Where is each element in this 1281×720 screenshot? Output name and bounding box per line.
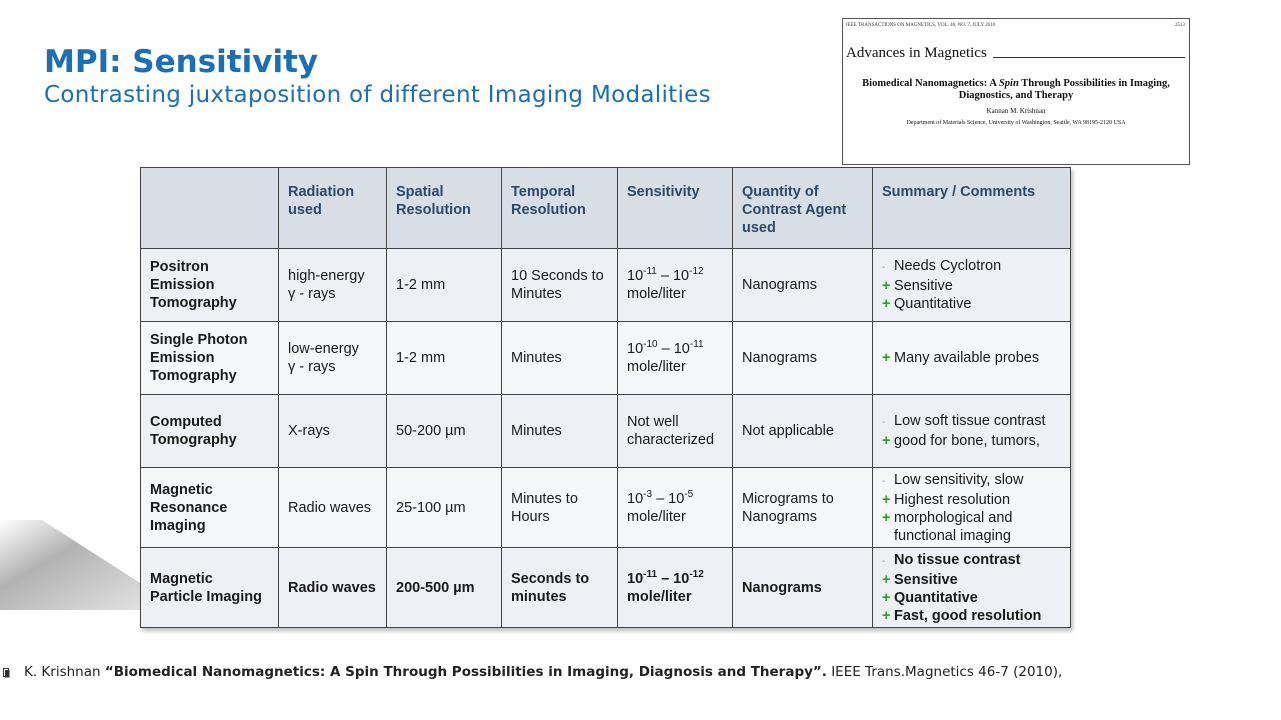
comment-text: No tissue contrast: [894, 551, 1021, 568]
sensitivity-unit: mole/liter: [627, 588, 692, 605]
comment-text: functional imaging: [894, 527, 1011, 544]
plus-icon: +: [882, 509, 891, 526]
slide-subtitle: Contrasting juxtaposition of different Imaging Modalities: [44, 82, 711, 108]
cell-sensitivity: Not well characterized: [618, 395, 733, 468]
cell-temporal: 10 Seconds to Minutes: [502, 249, 618, 322]
plus-icon: +: [882, 589, 891, 606]
cell-sensitivity: [618, 468, 733, 548]
plus-icon: +: [882, 433, 891, 449]
comment-text: Low soft tissue contrast: [894, 413, 1046, 429]
cell-spatial: 1-2 mm: [387, 249, 502, 322]
sensitivity-sep: –: [657, 341, 674, 357]
comment-line: [882, 589, 1061, 607]
sensitivity-a: 10: [627, 268, 644, 284]
sensitivity-a-exp: -11: [643, 266, 657, 278]
minus-icon: -: [882, 262, 886, 273]
radiation-line: Radio waves: [288, 499, 372, 516]
comment-line: [882, 491, 1061, 509]
sensitivity-a: 10: [627, 570, 644, 587]
cell-spatial: 50-200 µm: [387, 395, 502, 468]
sensitivity-b-exp: -5: [684, 488, 694, 500]
sensitivity-b-exp: -11: [689, 339, 704, 351]
plus-icon: +: [882, 571, 891, 588]
cell-temporal: Minutes: [502, 322, 618, 395]
plus-icon: +: [882, 350, 891, 366]
paper-thumbnail: [842, 18, 1190, 165]
comment-line: [882, 257, 1061, 277]
radiation-line: γ - rays: [288, 359, 336, 375]
slide-title: MPI: Sensitivity: [44, 44, 319, 80]
comment-text: Low sensitivity, slow: [894, 471, 1024, 488]
document-icon: [3, 668, 10, 678]
table-header-row: [141, 168, 1071, 249]
footnote-author: K. Krishnan: [24, 664, 105, 680]
paper-rule: [993, 57, 1185, 58]
comment-text: Highest resolution: [894, 491, 1011, 508]
cell-sensitivity: [618, 322, 733, 395]
sensitivity-b: 10: [673, 570, 690, 587]
comment-line: [882, 349, 1061, 367]
comment-line: [882, 471, 1061, 491]
sensitivity-range: [627, 490, 723, 508]
sensitivity-a-exp: -3: [643, 488, 653, 500]
plus-icon: +: [882, 607, 891, 624]
cell-radiation: [279, 249, 387, 322]
minus-icon: -: [882, 475, 886, 487]
sensitivity-b-exp: -12: [689, 568, 704, 580]
comment-text: Needs Cyclotron: [894, 258, 1002, 274]
table-row: [141, 249, 1071, 322]
radiation-line: X-rays: [288, 423, 330, 439]
comment-line: [882, 277, 1061, 295]
modality-table: [140, 167, 1071, 628]
comment-text: Quantitative: [894, 589, 978, 606]
cell-radiation: [279, 548, 387, 628]
cell-radiation: [279, 468, 387, 548]
cell-radiation: [279, 395, 387, 468]
sensitivity-a: 10: [627, 341, 644, 357]
header-spatial: Spatial Resolution: [387, 168, 502, 249]
cell-quantity: Nanograms: [733, 249, 873, 322]
table-row: [141, 322, 1071, 395]
comment-line: [882, 295, 1061, 313]
header-temporal: Temporal Resolution: [502, 168, 618, 249]
radiation-line: Radio waves: [288, 579, 376, 596]
comment-line: [882, 412, 1061, 432]
comment-text: morphological and: [894, 509, 1013, 526]
paper-author: Kannan M. Krishnan: [986, 107, 1046, 115]
cell-modality: Computed Tomography: [141, 395, 279, 468]
cell-comments: [873, 395, 1071, 468]
cell-modality: Magnetic Resonance Imaging: [141, 468, 279, 548]
paper-header-left: IEEE TRANSACTIONS ON MAGNETICS, VOL. 46, NO. 7, JULY 2010: [846, 23, 996, 28]
comment-text: Quantitative: [894, 296, 972, 312]
sensitivity-sep: –: [657, 570, 674, 587]
comment-line: [882, 607, 1061, 625]
sensitivity-range: [627, 570, 723, 588]
table-row: [141, 548, 1071, 628]
paper-header-right: 2513: [1175, 23, 1185, 28]
header-radiation: Radiation used: [279, 168, 387, 249]
paper-section: Advances in Magnetics: [846, 45, 987, 61]
footnote-title: “Biomedical Nanomagnetics: A Spin Through Possibilities in Imaging, Diagnosis and Therapy”.: [104, 664, 827, 680]
header-comments: Summary / Comments: [873, 168, 1071, 249]
minus-icon: -: [882, 417, 886, 428]
cell-comments: [873, 548, 1071, 628]
header-cell-empty: [141, 168, 279, 249]
sensitivity-unit: mole/liter: [627, 508, 686, 525]
cell-spatial: 1-2 mm: [387, 322, 502, 395]
radiation-line: high-energy: [288, 268, 365, 284]
comment-text: Sensitive: [894, 571, 958, 588]
comment-line: [882, 527, 1061, 545]
radiation-line: low-energy: [288, 341, 359, 357]
cell-spatial: 25-100 µm: [387, 468, 502, 548]
sensitivity-b: 10: [672, 268, 690, 284]
cell-temporal: Minutes: [502, 395, 618, 468]
sensitivity-unit: mole/liter: [627, 359, 686, 375]
cell-sensitivity: [618, 249, 733, 322]
footnote-citation: [24, 664, 1062, 680]
cell-sensitivity: [618, 548, 733, 628]
sensitivity-a-exp: -11: [643, 568, 658, 580]
cell-comments: [873, 249, 1071, 322]
radiation-line: γ - rays: [288, 286, 336, 302]
cell-quantity: Not applicable: [733, 395, 873, 468]
comment-text: Fast, good resolution: [894, 607, 1042, 624]
cell-modality: Positron Emission Tomography: [141, 249, 279, 322]
header-sensitivity: Sensitivity: [618, 168, 733, 249]
comment-line: [882, 509, 1061, 527]
header-quantity: Quantity of Contrast Agent used: [733, 168, 873, 249]
cell-spatial: 200-500 µm: [387, 548, 502, 628]
plus-icon: +: [882, 296, 891, 312]
sensitivity-sep: –: [656, 268, 673, 284]
cell-comments: [873, 468, 1071, 548]
cell-quantity: Micrograms to Nanograms: [733, 468, 873, 548]
comment-line: [882, 571, 1061, 589]
comment-line: [882, 432, 1061, 450]
sensitivity-a: 10: [627, 490, 644, 507]
table-row: [141, 395, 1071, 468]
table-row: [141, 468, 1071, 548]
comment-text: Sensitive: [894, 278, 953, 294]
footnote-source: IEEE Trans.Magnetics 46-7 (2010),: [826, 664, 1063, 680]
sensitivity-b: 10: [668, 490, 685, 507]
cell-temporal: Minutes to Hours: [502, 468, 618, 548]
cell-comments: [873, 322, 1071, 395]
cell-radiation: [279, 322, 387, 395]
cell-temporal: Seconds to minutes: [502, 548, 618, 628]
comment-text: good for bone, tumors,: [894, 433, 1040, 449]
minus-icon: -: [882, 555, 886, 567]
sensitivity-unit: mole/liter: [627, 286, 686, 302]
decorative-shadow: [0, 520, 140, 610]
paper-affiliation: Department of Materials Science, University of Washington, Seattle, WA 98195-2120 USA: [906, 120, 1126, 126]
plus-icon: +: [882, 278, 891, 294]
sensitivity-a-exp: -10: [643, 339, 658, 351]
cell-modality: Single Photon Emission Tomography: [141, 322, 279, 395]
comment-line: [882, 551, 1061, 571]
sensitivity-sep: –: [652, 490, 669, 507]
cell-quantity: Nanograms: [733, 548, 873, 628]
plus-icon: +: [882, 491, 891, 508]
paper-title: Biomedical Nanomagnetics: A Spin Through Possibilities in Imaging, Diagnostics, and Therapy: [862, 78, 1170, 101]
comment-text: Many available probes: [894, 350, 1040, 366]
sensitivity-range: [627, 267, 723, 285]
cell-quantity: Nanograms: [733, 322, 873, 395]
sensitivity-b: 10: [673, 341, 690, 357]
sensitivity-b-exp: -12: [689, 266, 704, 278]
sensitivity-range: [627, 340, 723, 358]
cell-modality: Magnetic Particle Imaging: [141, 548, 279, 628]
